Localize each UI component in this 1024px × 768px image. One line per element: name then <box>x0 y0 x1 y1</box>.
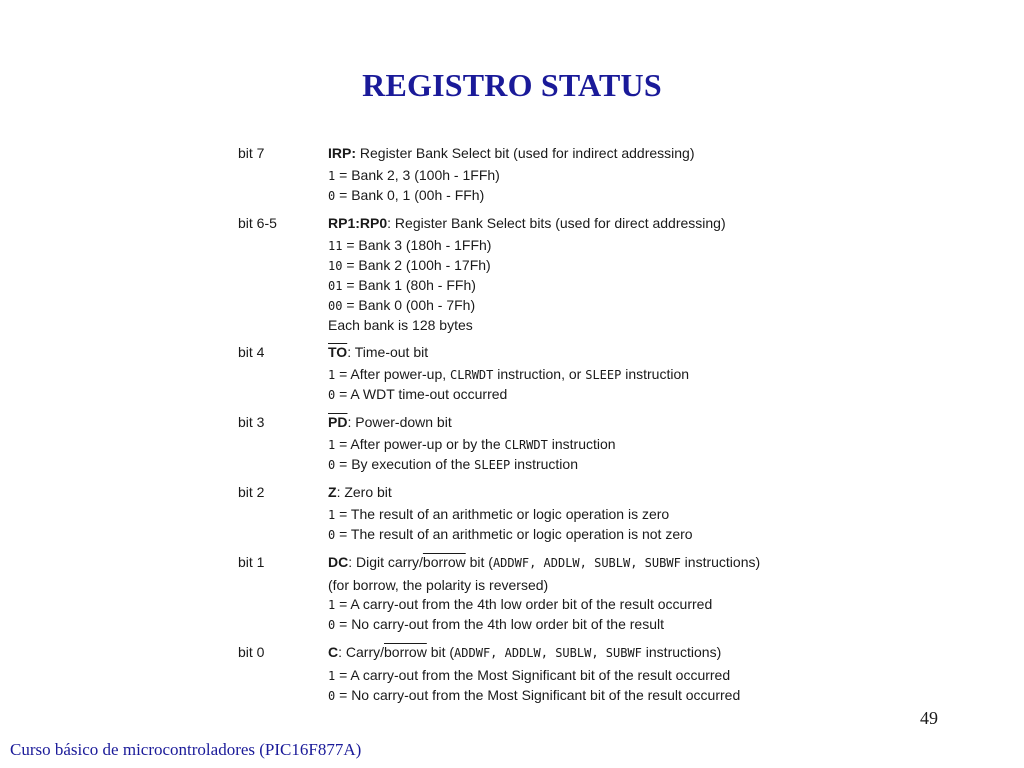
bit-label: bit 3 <box>238 414 265 430</box>
value-text: = Bank 0, 1 (00h - FFh) <box>335 187 485 203</box>
value-text: = By execution of the <box>335 456 475 472</box>
bit-label: bit 1 <box>238 554 265 570</box>
bit-title: : Register Bank Select bits (used for direct addressing) <box>387 215 726 231</box>
value-line <box>328 615 838 635</box>
bit-label: bit 2 <box>238 484 265 500</box>
bit-description <box>328 413 838 432</box>
bit-title: bit ( <box>465 554 493 570</box>
bit-value: 10 <box>328 259 343 273</box>
bit-value: 1 <box>328 669 336 683</box>
bit-value: 1 <box>328 598 336 612</box>
slide-title: REGISTRO STATUS <box>362 67 662 103</box>
borrow-overline-text: borrow <box>384 644 427 660</box>
value-text: = No carry-out from the 4th low order bit of the result <box>335 616 664 632</box>
value-line <box>328 435 838 455</box>
bit-entry-4 <box>238 343 838 405</box>
bit-value: 0 <box>328 528 336 542</box>
value-text: instruction <box>621 366 690 382</box>
value-line <box>328 666 838 686</box>
bit-mnemonic: Z <box>328 484 337 500</box>
instruction-code: SLEEP <box>585 368 622 382</box>
value-text: = No carry-out from the Most Significant bit of the result occurred <box>335 687 741 703</box>
bit-title: : Digit carry/ <box>348 554 423 570</box>
note-text: (for borrow, the polarity is reversed) <box>328 577 549 593</box>
page-number: 49 <box>920 708 938 728</box>
bit-label: bit 0 <box>238 644 265 660</box>
value-text: = The result of an arithmetic or logic operation is not zero <box>335 526 693 542</box>
bit-title: : Carry/ <box>338 644 385 660</box>
value-line <box>328 276 838 296</box>
bit-entry-1 <box>238 553 838 635</box>
bit-value: 1 <box>328 438 336 452</box>
value-line <box>328 296 838 316</box>
status-register-table <box>238 144 838 714</box>
bit-mnemonic: $\overline{TO}$ <box>328 344 348 360</box>
bit-description <box>328 343 838 362</box>
bit-mnemonic: IRP: <box>328 145 356 161</box>
bit-title: bit ( <box>426 644 455 660</box>
bit-entry-2 <box>238 483 838 545</box>
bit-description <box>328 643 838 663</box>
value-text: instruction, or <box>493 366 586 382</box>
bit-mnemonic: RP1:RP0 <box>328 215 388 231</box>
bit-mnemonic: C <box>328 644 339 660</box>
bit-description <box>328 214 838 233</box>
note-text: Each bank is 128 bytes <box>328 317 473 333</box>
footer-course-title: Curso básico de microcontroladores (PIC16F877A) <box>10 740 362 759</box>
bit-label: bit 4 <box>238 344 265 360</box>
bit-value: 1 <box>328 368 336 382</box>
bit-value: 01 <box>328 279 343 293</box>
bit-title: instructions) <box>641 644 722 660</box>
value-text: = A carry-out from the 4th low order bit of the result occurred <box>335 596 713 612</box>
bit-value: 11 <box>328 239 343 253</box>
bit-value: 0 <box>328 618 336 632</box>
note-line <box>328 316 838 335</box>
value-line <box>328 166 838 186</box>
value-line <box>328 525 838 545</box>
instruction-code: CLRWDT <box>504 438 548 452</box>
value-text: = A WDT time-out occurred <box>335 386 508 402</box>
value-text: = Bank 2, 3 (100h - 1FFh) <box>335 167 500 183</box>
bit-entry-0 <box>238 643 838 706</box>
bit-title: Register Bank Select bit (used for indirect addressing) <box>356 145 695 161</box>
value-line <box>328 186 838 206</box>
value-line <box>328 385 838 405</box>
value-text: instruction <box>510 456 578 472</box>
value-text: = The result of an arithmetic or logic operation is zero <box>335 506 670 522</box>
value-line <box>328 595 838 615</box>
bit-value: 1 <box>328 508 336 522</box>
value-line <box>328 686 838 706</box>
bit-value: 00 <box>328 299 343 313</box>
value-text: = Bank 1 (80h - FFh) <box>342 277 476 293</box>
bit-mnemonic: $\overline{PD}$ <box>328 414 348 430</box>
bit-mnemonic: DC <box>328 554 349 570</box>
bit-description <box>328 483 838 502</box>
bit-value: 0 <box>328 458 336 472</box>
bit-title: : Power-down bit <box>347 414 452 430</box>
value-line <box>328 256 838 276</box>
bit-title: : Time-out bit <box>347 344 429 360</box>
bit-entry-3 <box>238 413 838 475</box>
bit-value: 0 <box>328 189 336 203</box>
bit-label: bit 6-5 <box>238 215 277 231</box>
value-line <box>328 365 838 385</box>
value-text: = Bank 2 (100h - 17Fh) <box>342 257 491 273</box>
bit-label: bit 7 <box>238 145 265 161</box>
value-line <box>328 505 838 525</box>
note-line <box>328 576 838 595</box>
value-text: = Bank 0 (00h - 7Fh) <box>342 297 476 313</box>
bit-value: 1 <box>328 169 336 183</box>
bit-title: instructions) <box>680 554 761 570</box>
bit-entry-6-5 <box>238 214 838 335</box>
bit-title: : Zero bit <box>336 484 392 500</box>
bit-value: 0 <box>328 388 336 402</box>
borrow-overline-text: borrow <box>422 554 466 570</box>
instruction-code: ADDWF, ADDLW, SUBLW, SUBWF <box>454 646 642 660</box>
instruction-code: CLRWDT <box>450 368 494 382</box>
value-line <box>328 236 838 256</box>
bit-description <box>328 144 838 163</box>
value-text: instruction <box>547 436 616 452</box>
bit-description <box>328 553 838 573</box>
value-text: = After power-up, <box>335 366 451 382</box>
instruction-code: SLEEP <box>474 458 511 472</box>
bit-entry-7 <box>238 144 838 206</box>
value-text: = Bank 3 (180h - 1FFh) <box>342 237 492 253</box>
value-text: = A carry-out from the Most Significant bit of the result occurred <box>335 667 731 683</box>
instruction-code: ADDWF, ADDLW, SUBLW, SUBWF <box>492 556 681 570</box>
value-line <box>328 455 838 475</box>
bit-value: 0 <box>328 689 336 703</box>
value-text: = After power-up or by the <box>335 436 505 452</box>
